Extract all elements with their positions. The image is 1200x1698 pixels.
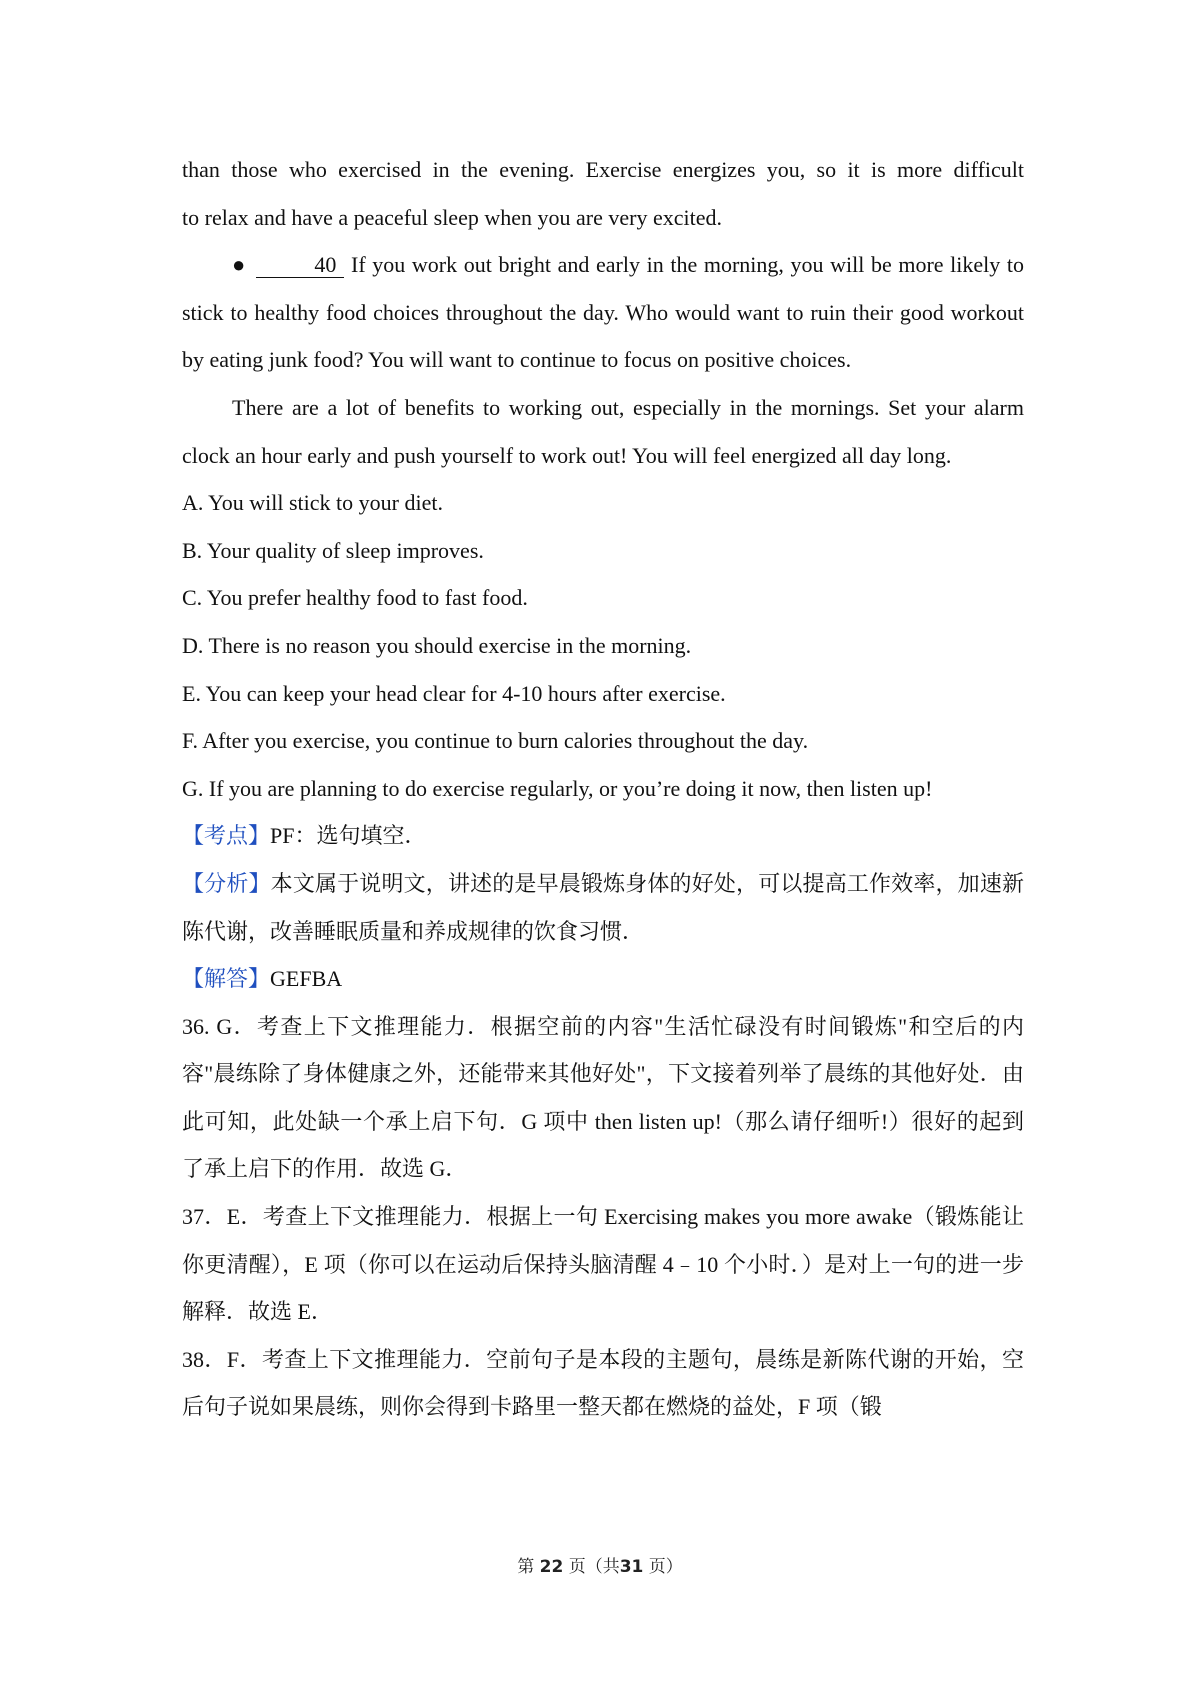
paragraph-40-text: If you work out bright and early in the morning, you will be more likely to stick to healthy food choices throughout the day. Who would want to ruin their good workout by eating junk food? You will want to continue to focus on positive choices. (182, 252, 1024, 373)
passage-line-1: than those who exercised in the evening. Exercise energizes you, so it is more difficult (182, 157, 1024, 182)
option-b: B. Your quality of sleep improves. (182, 537, 484, 563)
fenxi-text: 本文属于说明文，讲述的是早晨锻炼身体的好处，可以提高工作效率，加速新陈代谢，改善睡眠质量和养成规律的饮食习惯． (182, 870, 1024, 944)
option-a: A. You will stick to your diet. (182, 490, 443, 516)
option-e: E. You can keep your head clear for 4-10 hours after exercise. (182, 680, 726, 706)
answer-37: 37．E．考查上下文推理能力．根据上一句 Exercising makes you more awake（锻炼能让你更清醒），E 项（你可以在运动后保持头脑清醒 4﹣10 个小时．）是对上一句的进一步解释．故选 E． (182, 1204, 1024, 1325)
jieda-label: 【解答】 (182, 966, 271, 992)
option-d: D. There is no reason you should exercise in the morning. (182, 632, 692, 658)
option-g: G. If you are planning to do exercise regularly, or you’re doing it now, then listen up! (182, 775, 933, 801)
fenxi-paragraph (182, 860, 1024, 955)
conclusion-paragraph: There are a lot of benefits to working out, especially in the mornings. Set your alarm clock an hour early and push yourself to work out! You will feel energized all day long. (182, 394, 1024, 468)
footer-prefix: 第 (517, 1557, 535, 1577)
answer-38: 38．F．考查上下文推理能力．空前句子是本段的主题句，晨练是新陈代谢的开始，空后句子说如果晨练，则你会得到卡路里一整天都在燃烧的益处，F 项（锻 (182, 1346, 1024, 1420)
options-list (182, 479, 1024, 812)
jieda-text: GEFBA (270, 966, 343, 992)
page-footer (0, 1552, 1200, 1577)
footer-middle: 页（共 (568, 1557, 620, 1577)
footer-total-pages: 31 (619, 1557, 644, 1577)
kaodian-line (182, 812, 1024, 860)
option-f: F. After you exercise, you continue to burn calories throughout the day. (182, 728, 809, 754)
passage-body (182, 146, 1024, 1431)
passage-line-2: to relax and have a peaceful sleep when you are very excited. (182, 204, 722, 230)
answer-36: 36. G．考查上下文推理能力．根据空前的内容"生活忙碌没有时间锻炼"和空后的内容"晨练除了身体健康之外，还能带来其他好处"，下文接着列举了晨练的其他好处．由此可知，此处缺一个承上启下句．G 项中 then listen up!（那么请仔细听!）很好的起到了承上启下的作用．故选 G． (182, 1013, 1024, 1182)
kaodian-text: PF：选句填空． (270, 823, 427, 849)
option-c: C. You prefer healthy food to fast food. (182, 585, 528, 611)
fenxi-label: 【分析】 (182, 870, 271, 896)
jieda-line (182, 955, 1024, 1003)
footer-suffix: 页） (648, 1557, 683, 1577)
kaodian-label: 【考点】 (182, 823, 271, 849)
blank-40: 40 (256, 253, 344, 278)
bullet-icon: ● (232, 252, 247, 278)
paragraph-blank-40 (182, 241, 1024, 384)
footer-page-number: 22 (539, 1557, 564, 1577)
